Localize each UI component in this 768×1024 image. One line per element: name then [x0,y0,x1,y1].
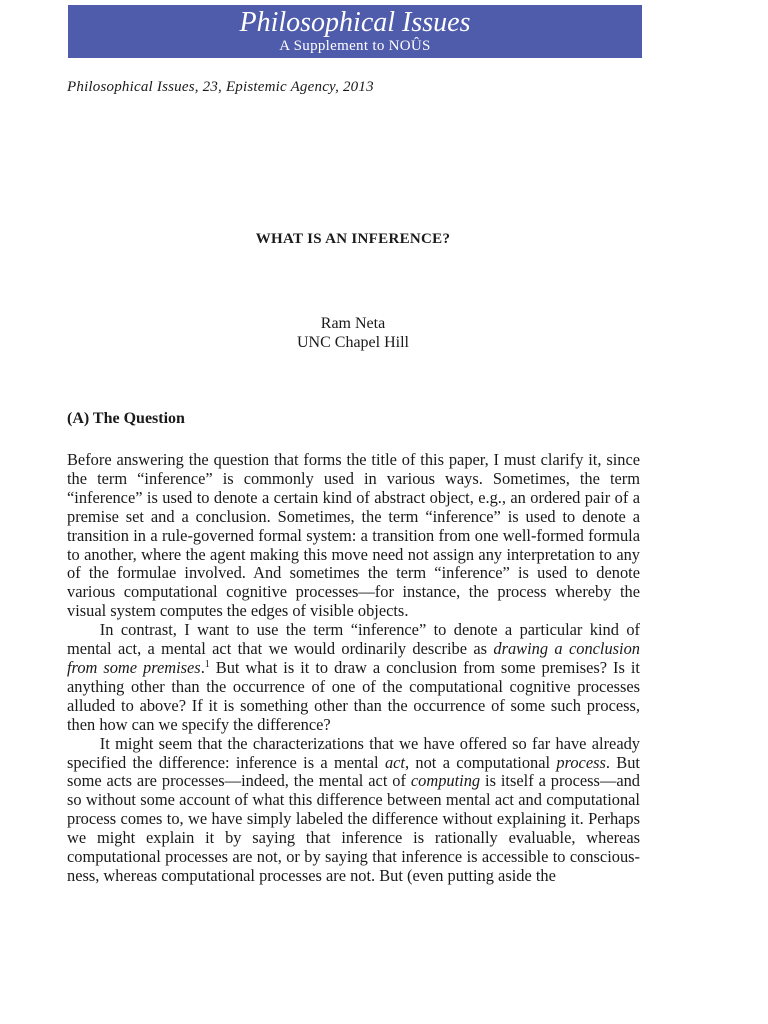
footnote-marker[interactable]: 1 [204,658,210,670]
paragraph-2-emphasis: drawing a conclusion from some premises [67,639,640,677]
paragraph-3-text-d: is itself a process—and so without some account of what this difference between mental act and computational process comes to, we have simply labeled the difference without explaining it. Perhaps we might explain it by saying that inference is rationally evaluable, whereas computational processes are not, or by saying that inference is accessible to consciousness, whereas computational processes are not. But (even putting aside the [67,771,640,885]
journal-title: Philosophical Issues [239,7,471,38]
paragraph-3-emphasis-act: act [384,752,405,772]
author-name: Ram Neta [320,315,386,332]
journal-banner [68,5,642,58]
author-affiliation: UNC Chapel Hill [297,334,409,351]
paragraph-3-emphasis-computing: computing [410,771,481,791]
paragraph-3-text-a: It might seem that the characterizations that we have offered so far have already specified the difference: inference is a mental [67,733,640,772]
paragraph-3-emphasis-process: process [556,752,606,772]
journal-subtitle: A Supplement to NOÛS [279,38,431,54]
paragraph-2 [67,621,640,734]
paragraph-3-text-b: , not a computational [404,752,557,772]
section-heading: (A) The Question [67,410,185,427]
paragraph-1: Before answering the question that forms the title of this paper, I must clarify it, since the term “inference” is commonly used in various ways. Sometimes, the term “inference” is used to denote a certain kind of abstract object, e.g., an ordered pair of a premise set and a conclusion. Sometimes, the term “inference” is used to denote a transition in a rule-governed formal system: a transition from one well-formed formula to another, where the agent making this move need not assign any interpretation to any of the formulae involved. And sometimes the term “inference” is used to denote various computational cognitive processes—for instance, the process whereby the visual system computes the edges of visible objects. [67,450,640,621]
body-text [67,451,640,886]
paragraph-2-text-b: . [200,657,205,677]
paragraph-2-text-a: In contrast, I want to use the term “inference” to denote a particular kind of mental act, a mental act that we would ordinarily describe as [67,620,640,659]
paragraph-2-text-c: But what is it to draw a conclusion from some premises? Is it anything other than the occurrence of one of the computational cognitive processes alluded to above? If it is something other than the occurrence of some such process, then how can we specify the difference? [67,657,640,734]
paragraph-3-text-c: . But some acts are processes—indeed, the mental act of [67,752,640,791]
paragraph-3 [67,735,640,886]
journal-citation: Philosophical Issues, 23, Epistemic Agency, 2013 [67,79,374,95]
article-title: WHAT IS AN INFERENCE? [255,231,451,247]
